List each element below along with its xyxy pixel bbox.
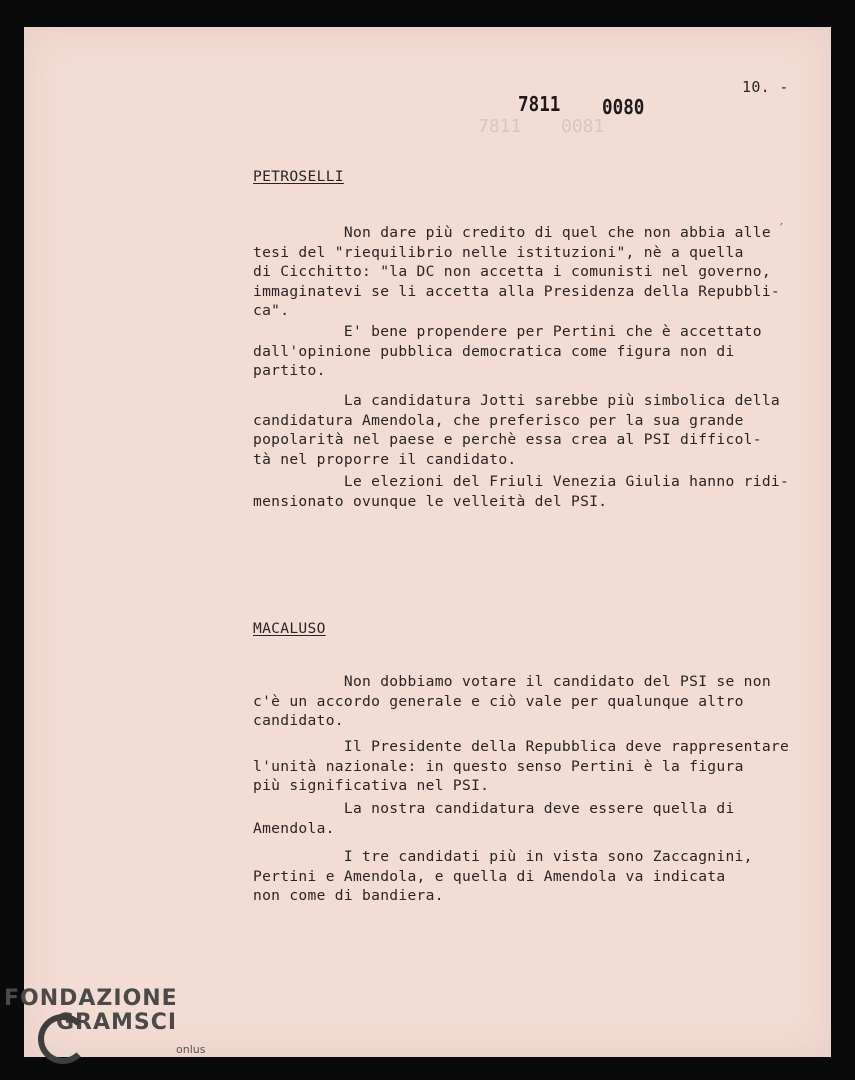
paragraph: Le elezioni del Friuli Venezia Giulia hanno ridi- mensionato ovunque le velleità del PSI. <box>253 473 790 510</box>
ghost-stamp-b: 0081 <box>561 116 605 137</box>
section-heading-petroselli: PETROSELLI <box>253 168 344 185</box>
archive-stamp-number: 0080 <box>602 95 645 119</box>
paragraph: La candidatura Jotti sarebbe più simbolica della candidatura Amendola, che preferisco per la sua grande popolarità nel paese e perchè essa crea al PSI difficol- tà nel proporre il candidato. <box>253 392 780 468</box>
logo-g-mark-icon <box>38 1014 88 1064</box>
paragraph: I tre candidati più in vista sono Zaccagnini, Pertini e Amendola, e quella di Amendola va indicata non come di bandiera. <box>253 848 753 904</box>
section-heading-macaluso: MACALUSO <box>253 620 326 637</box>
page-number: 10. - <box>742 78 789 96</box>
paragraph: Non dare più credito di quel che non abbia alle tesi del "riequilibrio nelle istituzioni", nè a quella di Cicchitto: "la DC non accetta i comunisti nel governo, immaginatevi se li accetta alla Presidenza della Repubbli- ca". <box>253 224 780 319</box>
logo-line2: GRAMSCI <box>56 1010 178 1035</box>
paragraph: E' bene propendere per Pertini che è accettato dall'opinione pubblica democratica come figura non di partito. <box>253 323 762 379</box>
ghost-stamp-a: 7811 <box>478 116 522 137</box>
paragraph: Il Presidente della Repubblica deve rappresentare l'unità nazionale: in questo senso Pertini è la figura più significativa nel PSI. <box>253 738 790 794</box>
paragraph: La nostra candidatura deve essere quella di Amendola. <box>253 800 735 837</box>
fondazione-gramsci-logo <box>4 986 206 1056</box>
paragraph: Non dobbiamo votare il candidato del PSI se non c'è un accordo generale e ciò vale per qualunque altro candidato. <box>253 673 771 729</box>
logo-suffix: onlus <box>176 1043 206 1056</box>
logo-line1: FONDAZIONE <box>4 986 178 1011</box>
archive-stamp-series: 7811 <box>518 92 561 116</box>
handwritten-correction-mark: ′ <box>780 222 783 237</box>
